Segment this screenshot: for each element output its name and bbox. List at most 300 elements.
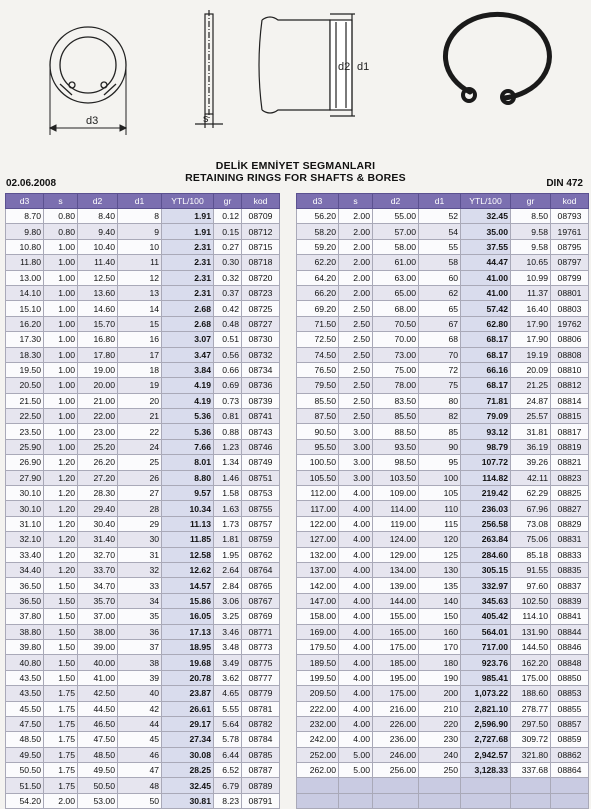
table-row — [6, 393, 280, 408]
table-cell: 107.72 — [461, 455, 511, 470]
table-cell: 08769 — [242, 609, 280, 624]
s-label: s — [203, 113, 209, 125]
table-cell: 115 — [419, 516, 461, 531]
table-cell: 41.00 — [461, 285, 511, 300]
table-cell: 4.00 — [339, 701, 373, 716]
table-cell: 1.20 — [44, 532, 78, 547]
ring-photo — [445, 14, 549, 98]
table-row — [6, 501, 280, 516]
table-cell: 08853 — [551, 686, 589, 701]
table-cell: 08746 — [242, 439, 280, 454]
column-header: kod — [551, 194, 589, 209]
table-cell: 33.40 — [6, 547, 44, 562]
table-cell: 26.90 — [6, 455, 44, 470]
table-cell: 1.00 — [44, 285, 78, 300]
table-cell: 29.17 — [162, 716, 214, 731]
table-cell — [551, 793, 589, 808]
table-cell: 256.58 — [461, 516, 511, 531]
table-cell: 144.50 — [511, 639, 551, 654]
table-cell — [419, 778, 461, 793]
table-cell: 79.50 — [297, 378, 339, 393]
table-cell: 175.00 — [373, 639, 419, 654]
table-cell: 2.31 — [162, 285, 214, 300]
table-cell: 160 — [419, 624, 461, 639]
table-cell: 4.00 — [339, 486, 373, 501]
table-row — [6, 486, 280, 501]
table-cell: 73.08 — [511, 516, 551, 531]
table-cell: 1.58 — [214, 486, 242, 501]
table-row — [6, 532, 280, 547]
table-cell: 08799 — [551, 270, 589, 285]
table-cell: 1.50 — [44, 578, 78, 593]
table-cell: 3.48 — [214, 639, 242, 654]
table-cell: 58.20 — [297, 224, 339, 239]
table-cell: 70.00 — [373, 332, 419, 347]
table-row — [297, 393, 589, 408]
table-cell: 08741 — [242, 409, 280, 424]
table-cell: 37.00 — [78, 609, 118, 624]
table-cell: 11.40 — [78, 255, 118, 270]
table-cell: 14 — [118, 301, 162, 316]
table-cell: 62.80 — [461, 316, 511, 331]
table-row — [297, 670, 589, 685]
table-cell: 47.50 — [6, 716, 44, 731]
column-header: YTL/100 — [162, 194, 214, 209]
table-cell: 129.00 — [373, 547, 419, 562]
table-cell: 44 — [118, 716, 162, 731]
table-cell: 08810 — [551, 362, 589, 377]
table-cell: 10.65 — [511, 255, 551, 270]
table-cell: 9 — [118, 224, 162, 239]
table-cell: 08743 — [242, 424, 280, 439]
table-cell: 345.63 — [461, 593, 511, 608]
table-cell: 71.81 — [461, 393, 511, 408]
table-cell: 08862 — [551, 747, 589, 762]
table-cell: 32.45 — [461, 209, 511, 224]
table-cell: 30.10 — [6, 486, 44, 501]
table-cell: 41.00 — [78, 670, 118, 685]
table-cell: 42.50 — [78, 686, 118, 701]
table-cell: 68.17 — [461, 378, 511, 393]
table-cell: 256.00 — [373, 763, 419, 778]
table-cell: 122.00 — [297, 516, 339, 531]
table-cell: 64.20 — [297, 270, 339, 285]
table-row — [297, 747, 589, 762]
table-cell: 3.25 — [214, 609, 242, 624]
table-row — [6, 424, 280, 439]
table-cell: 332.97 — [461, 578, 511, 593]
table-cell: 3.46 — [214, 624, 242, 639]
table-cell: 2.68 — [162, 316, 214, 331]
column-header: d1 — [118, 194, 162, 209]
table-cell: 20.50 — [6, 378, 44, 393]
table-cell: 14.57 — [162, 578, 214, 593]
table-row — [6, 316, 280, 331]
table-cell: 109.00 — [373, 486, 419, 501]
table-cell: 4.00 — [339, 732, 373, 747]
table-cell: 74.50 — [297, 347, 339, 362]
table-cell: 5.00 — [339, 747, 373, 762]
table-cell: 08855 — [551, 701, 589, 716]
table-cell: 31.81 — [511, 424, 551, 439]
table-cell: 17.13 — [162, 624, 214, 639]
table-cell: 0.12 — [214, 209, 242, 224]
table-cell: 32.70 — [78, 547, 118, 562]
table-cell: 27 — [118, 486, 162, 501]
table-cell: 49.50 — [78, 763, 118, 778]
table-row — [297, 439, 589, 454]
table-cell: 252.00 — [297, 747, 339, 762]
table-header — [6, 194, 280, 209]
table-row — [297, 347, 589, 362]
table-cell: 32.45 — [162, 778, 214, 793]
table-cell: 179.50 — [297, 639, 339, 654]
table-cell: 11.37 — [511, 285, 551, 300]
table-row — [6, 732, 280, 747]
table-cell: 32.10 — [6, 532, 44, 547]
table-row — [6, 285, 280, 300]
table-cell: 23.87 — [162, 686, 214, 701]
table-row — [297, 362, 589, 377]
table-cell: 40.00 — [78, 655, 118, 670]
table-cell: 4.00 — [339, 516, 373, 531]
table-cell: 17 — [118, 347, 162, 362]
table-row — [6, 332, 280, 347]
table-cell: 3.07 — [162, 332, 214, 347]
table-cell: 08837 — [551, 578, 589, 593]
table-cell: 36 — [118, 624, 162, 639]
table-cell: 2.68 — [162, 301, 214, 316]
table-cell: 08812 — [551, 378, 589, 393]
table-cell: 25.20 — [78, 439, 118, 454]
table-cell: 1.75 — [44, 747, 78, 762]
table-row — [6, 670, 280, 685]
table-cell: 58.00 — [373, 239, 419, 254]
column-header: kod — [242, 194, 280, 209]
table-row — [297, 316, 589, 331]
table-cell: 30.10 — [6, 501, 44, 516]
table-cell: 08823 — [551, 470, 589, 485]
table-cell: 5.78 — [214, 732, 242, 747]
table-cell: 1.75 — [44, 732, 78, 747]
table-cell: 19.19 — [511, 347, 551, 362]
table-cell: 08821 — [551, 455, 589, 470]
table-cell: 2.50 — [339, 301, 373, 316]
table-cell: 08864 — [551, 763, 589, 778]
table-cell: 28 — [118, 501, 162, 516]
table-cell: 48.50 — [6, 732, 44, 747]
table-cell: 17.90 — [511, 316, 551, 331]
table-cell: 4.00 — [339, 670, 373, 685]
table-cell: 236.03 — [461, 501, 511, 516]
table-cell: 20.78 — [162, 670, 214, 685]
table-row — [6, 516, 280, 531]
table-cell: 08720 — [242, 270, 280, 285]
table-cell: 08753 — [242, 486, 280, 501]
table-cell: 0.81 — [214, 409, 242, 424]
column-header: gr — [214, 194, 242, 209]
table-cell: 08831 — [551, 532, 589, 547]
table-cell: 97.60 — [511, 578, 551, 593]
table-row — [6, 624, 280, 639]
table-cell: 76.50 — [297, 362, 339, 377]
table-cell: 8 — [118, 209, 162, 224]
table-cell: 9.80 — [6, 224, 44, 239]
table-cell: 95 — [419, 455, 461, 470]
table-row — [297, 486, 589, 501]
table-cell: 4.00 — [339, 532, 373, 547]
table-cell: 08833 — [551, 547, 589, 562]
table-cell: 100 — [419, 470, 461, 485]
table-cell: 209.50 — [297, 686, 339, 701]
table-cell: 08739 — [242, 393, 280, 408]
table-cell: 39 — [118, 670, 162, 685]
table-cell — [297, 793, 339, 808]
table-cell: 5.36 — [162, 424, 214, 439]
table-cell: 08715 — [242, 239, 280, 254]
table-cell: 405.42 — [461, 609, 511, 624]
table-cell: 90 — [419, 439, 461, 454]
table-cell: 08775 — [242, 655, 280, 670]
table-cell: 47.50 — [78, 732, 118, 747]
column-header: d2 — [373, 194, 419, 209]
table-cell: 68.00 — [373, 301, 419, 316]
table-cell: 0.73 — [214, 393, 242, 408]
table-cell: 54 — [419, 224, 461, 239]
table-cell: 4.00 — [339, 593, 373, 608]
table-cell: 8.01 — [162, 455, 214, 470]
table-cell: 0.15 — [214, 224, 242, 239]
table-cell: 1.00 — [44, 362, 78, 377]
table-cell: 1.75 — [44, 686, 78, 701]
table-cell: 175.00 — [511, 670, 551, 685]
table-cell: 54.20 — [6, 793, 44, 808]
table-cell: 114.82 — [461, 470, 511, 485]
table-row — [297, 624, 589, 639]
table-cell: 564.01 — [461, 624, 511, 639]
table-row — [6, 409, 280, 424]
table-row — [6, 347, 280, 362]
table-cell: 08725 — [242, 301, 280, 316]
table-cell: 5.00 — [339, 763, 373, 778]
table-cell: 8.40 — [78, 209, 118, 224]
table-cell: 127.00 — [297, 532, 339, 547]
table-cell: 1.75 — [44, 716, 78, 731]
table-cell: 08815 — [551, 409, 589, 424]
table-cell: 68.17 — [461, 332, 511, 347]
table-cell: 20 — [118, 393, 162, 408]
date-label: 02.06.2008 — [6, 178, 57, 189]
table-cell: 48.50 — [78, 747, 118, 762]
table-cell: 37.55 — [461, 239, 511, 254]
table-cell: 39.00 — [78, 639, 118, 654]
table-cell: 1.20 — [44, 486, 78, 501]
table-cell: 30.81 — [162, 793, 214, 808]
table-row — [6, 455, 280, 470]
table-cell: 68 — [419, 332, 461, 347]
table-cell: 10.80 — [6, 239, 44, 254]
table-cell: 1.50 — [44, 655, 78, 670]
table-cell: 08795 — [551, 239, 589, 254]
table-cell: 46 — [118, 747, 162, 762]
table-cell: 66.16 — [461, 362, 511, 377]
table-cell: 08767 — [242, 593, 280, 608]
table-cell: 98.79 — [461, 439, 511, 454]
table-cell: 246.00 — [373, 747, 419, 762]
table-row — [297, 763, 589, 778]
table-cell: 180 — [419, 655, 461, 670]
table-cell: 22 — [118, 424, 162, 439]
table-row — [297, 578, 589, 593]
table-row — [6, 362, 280, 377]
table-cell: 08806 — [551, 332, 589, 347]
table-cell: 83.50 — [373, 393, 419, 408]
table-row — [297, 793, 589, 808]
table-cell: 08850 — [551, 670, 589, 685]
table-cell: 2,821.10 — [461, 701, 511, 716]
table-cell: 8.23 — [214, 793, 242, 808]
table-cell: 17.90 — [511, 332, 551, 347]
table-cell: 2.50 — [339, 347, 373, 362]
table-cell: 24.87 — [511, 393, 551, 408]
table-cell: 1.63 — [214, 501, 242, 516]
table-cell: 1.50 — [44, 609, 78, 624]
table-cell: 08789 — [242, 778, 280, 793]
table-cell: 19 — [118, 378, 162, 393]
table-cell: 13.60 — [78, 285, 118, 300]
table-cell: 15.86 — [162, 593, 214, 608]
table-cell: 923.76 — [461, 655, 511, 670]
table-cell: 08793 — [551, 209, 589, 224]
table-cell: 210 — [419, 701, 461, 716]
table-cell: 170 — [419, 639, 461, 654]
table-cell: 08825 — [551, 486, 589, 501]
table-row — [297, 378, 589, 393]
d2-label: d2 — [338, 61, 351, 73]
table-cell: 88.50 — [373, 424, 419, 439]
table-cell: 08844 — [551, 624, 589, 639]
table-cell: 8.50 — [511, 209, 551, 224]
table-cell: 87.50 — [297, 409, 339, 424]
table-cell: 110 — [419, 501, 461, 516]
table-cell: 337.68 — [511, 763, 551, 778]
table-cell: 45.50 — [6, 701, 44, 716]
d3-label: d3 — [86, 115, 99, 127]
table-cell: 78.00 — [373, 378, 419, 393]
table-cell: 4.00 — [339, 655, 373, 670]
table-row — [6, 639, 280, 654]
table-row — [297, 455, 589, 470]
table-cell: 26 — [118, 470, 162, 485]
table-cell: 12.58 — [162, 547, 214, 562]
table-cell: 08857 — [551, 716, 589, 731]
table-cell: 37.80 — [6, 609, 44, 624]
table-cell: 1.75 — [44, 763, 78, 778]
table-cell: 100.50 — [297, 455, 339, 470]
table-cell: 4.00 — [339, 624, 373, 639]
table-header — [297, 194, 589, 209]
table-cell: 2.50 — [339, 409, 373, 424]
table-cell: 130 — [419, 562, 461, 577]
table-cell: 147.00 — [297, 593, 339, 608]
table-row — [6, 609, 280, 624]
table-cell: 263.84 — [461, 532, 511, 547]
table-cell: 27.34 — [162, 732, 214, 747]
table-cell: 08839 — [551, 593, 589, 608]
table-cell: 19761 — [551, 224, 589, 239]
table-cell: 57.00 — [373, 224, 419, 239]
table-row — [297, 301, 589, 316]
table-cell: 2.00 — [339, 270, 373, 285]
table-cell: 5.55 — [214, 701, 242, 716]
table-cell: 2,596.90 — [461, 716, 511, 731]
rings-table-right — [296, 193, 589, 809]
table-cell: 284.60 — [461, 547, 511, 562]
standard-label: DIN 472 — [546, 178, 583, 189]
table-cell: 188.60 — [511, 686, 551, 701]
table-cell: 67 — [419, 316, 461, 331]
table-cell: 15 — [118, 316, 162, 331]
table-cell: 08785 — [242, 747, 280, 762]
table-row — [6, 301, 280, 316]
table-cell: 1.50 — [44, 639, 78, 654]
table-cell: 119.00 — [373, 516, 419, 531]
column-header: d1 — [419, 194, 461, 209]
table-row — [6, 209, 280, 224]
table-cell: 125 — [419, 547, 461, 562]
table-cell: 42.11 — [511, 470, 551, 485]
table-cell: 08819 — [551, 439, 589, 454]
table-cell: 135 — [419, 578, 461, 593]
table-cell: 3,128.33 — [461, 763, 511, 778]
table-row — [6, 239, 280, 254]
table-cell — [419, 793, 461, 808]
table-cell: 49.50 — [6, 747, 44, 762]
table-cell: 232.00 — [297, 716, 339, 731]
table-cell: 35.00 — [461, 224, 511, 239]
table-cell: 10.34 — [162, 501, 214, 516]
table-cell: 2.00 — [44, 793, 78, 808]
table-cell: 90.50 — [297, 424, 339, 439]
table-row — [6, 562, 280, 577]
table-cell: 2,727.68 — [461, 732, 511, 747]
table-cell: 26.61 — [162, 701, 214, 716]
table-cell: 2.00 — [339, 255, 373, 270]
table-cell: 2.31 — [162, 270, 214, 285]
table-cell: 3.84 — [162, 362, 214, 377]
table-cell: 150 — [419, 609, 461, 624]
table-cell: 2.00 — [339, 285, 373, 300]
table-cell: 9.40 — [78, 224, 118, 239]
table-cell: 117.00 — [297, 501, 339, 516]
table-cell: 105 — [419, 486, 461, 501]
table-cell: 222.00 — [297, 701, 339, 716]
table-cell: 1.20 — [44, 470, 78, 485]
table-cell: 226.00 — [373, 716, 419, 731]
table-cell: 1.81 — [214, 532, 242, 547]
table-cell: 42 — [118, 701, 162, 716]
technical-drawings — [0, 0, 591, 160]
table-cell: 08709 — [242, 209, 280, 224]
table-cell: 38.80 — [6, 624, 44, 639]
table-cell — [339, 793, 373, 808]
table-cell: 45 — [118, 732, 162, 747]
table-row — [297, 701, 589, 716]
table-cell: 75.00 — [373, 362, 419, 377]
table-cell: 11 — [118, 255, 162, 270]
table-cell: 48 — [118, 778, 162, 793]
table-cell: 70.50 — [373, 316, 419, 331]
